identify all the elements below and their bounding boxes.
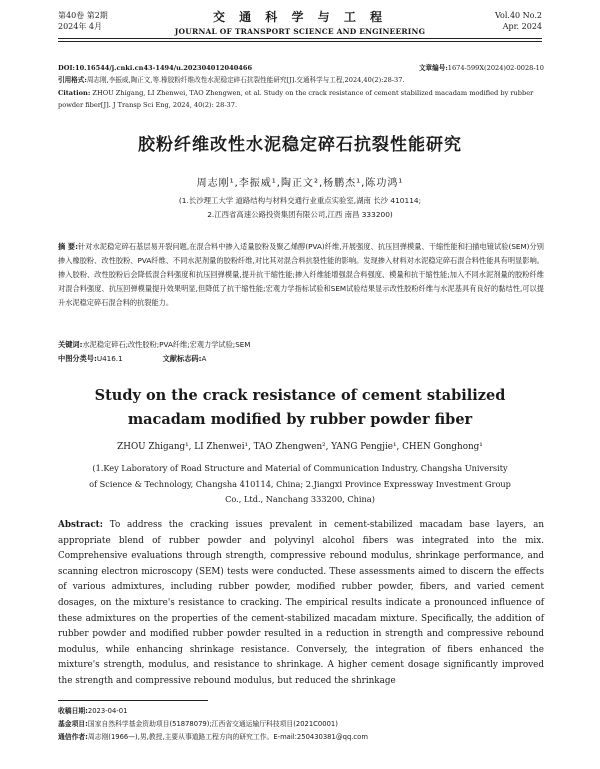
abstract-zh <box>58 240 544 310</box>
volume-zh: 第40卷 第2期 <box>58 11 108 20</box>
authors-en: ZHOU Zhigang¹, LI Zhenwei¹, TAO Zhengwen², YANG Pengjie¹, CHEN Gonghong¹ <box>117 442 483 452</box>
header-center <box>160 8 440 36</box>
date-en: Apr. 2024 <box>502 22 542 31</box>
journal-name-en: JOURNAL OF TRANSPORT SCIENCE AND ENGINEERING <box>174 27 426 36</box>
journal-header <box>0 0 600 64</box>
citation-en: Citation: ZHOU Zhigang, LI Zhenwei, TAO Zhengwen, et al. Study on the crack resistance of cement stabilized macadam modified by rubber powder fiber[J]. J Transp Sci Eng, 2024, 40(2): 28-37. <box>58 89 534 109</box>
corresponding-author: 通信作者:周志刚(1966—),男,教授,主要从事道路工程方向的研究工作。E-mail:250430381@qq.com <box>58 733 368 741</box>
title-zh: 胶粉纤维改性水泥稳定碎石抗裂性能研究 <box>138 135 462 155</box>
header-rule-thin <box>58 41 542 42</box>
header-rule-thick <box>58 38 542 39</box>
affiliations-en: (1.Key Laboratory of Road Structure and Material of Communication Industry, Changsha University of Science & Technology, Changsha 410114, China; 2.Jiangxi Province Expressway Investment Group Co., Ltd., Nanchang 333200, China) <box>89 463 511 504</box>
journal-name-zh: 交 通 科 学 与 工 程 <box>212 10 388 24</box>
affiliations-zh <box>0 194 600 222</box>
abstract-en <box>58 518 544 690</box>
cite-zh: 引用格式:周志刚,李振威,陶正文,等.橡胶粉纤维改性水泥稳定碎石抗裂性能研究[J].交通科学与工程,2024,40(2):28-37. <box>58 76 405 84</box>
header-right <box>495 10 542 32</box>
doc-code: 文献标志码:A <box>162 354 207 363</box>
title-en: Study on the crack resistance of cement stabilized macadam modified by rubber powder fiber <box>94 387 506 428</box>
abstract-en-text: To address the cracking issues prevalent in cement-stabilized macadam base layers, an appropriate blend of rubber powder and polyvinyl alcohol fibers was integrated into the mix. Comprehensive evaluations through strength, compressive rebound modulus, shrinkage performance, and scanning electron microscopy (SEM) tests were conducted. These assessments aimed to discern the effects of various admixtures, including rubber powder, modified rubber powder, fibers, and varied cement dosages, on the mixture's resistance to cracking. The empirical results indicate a pronounced influence of these admixtures on the properties of the cement-stabilized macadam mixture. Specifically, the addition of rubber powder and modified rubber powder resulted in a reduction in strength and compressive rebound modulus, while enhancing shrinkage resistance. Conversely, the integration of fibers enhanced the mixture's strength, modulus, and resistance to shrinkage. A higher cement dosage significantly improved the strength and compressive rebound modulus, but reduced the shrinkage <box>58 520 544 686</box>
abstract-zh-text: 针对水泥稳定碎石基层易开裂问题,在混合料中掺入适量胶粉及聚乙烯醇(PVA)纤维,开展强度、抗压回弹模量、干缩性能和扫描电镜试验(SEM)分别掺入橡胶粉、改性胶粉、PVA纤维、不同水泥剂量的胶粉纤维,对比其对混合料抗裂性能的影响。发现掺入材料对水泥稳定碎石混合料性能具有明显影响。掺入胶粉、改性胶粉后会降低混合料强度和抗压回弹模量,提升抗干缩性能;掺入纤维能增强混合料强度、模量和抗干缩性能;加入不同水泥剂量的胶粉纤维对混合料强度、抗压回弹模量提升效果明显,但降低了抗干缩性能;宏观力学指标试验和SEM试验结果显示改性胶粉纤维与水泥基具有良好的黏结性,可以提升水泥稳定碎石混合料的抗裂能力。 <box>58 242 544 307</box>
volume-en: Vol.40 No.2 <box>495 11 542 20</box>
header-left <box>58 10 108 32</box>
footnotes <box>58 705 544 744</box>
clc-number: 中图分类号:U416.1 <box>58 354 123 363</box>
abstract-zh-label: 摘 要: <box>58 242 78 251</box>
keywords-zh: 关键词:水泥稳定碎石;改性胶粉;PVA纤维;宏观力学试验;SEM <box>58 340 251 349</box>
doi-line <box>58 62 544 74</box>
date-zh: 2024年 4月 <box>58 22 102 31</box>
abstract-en-label: Abstract: <box>58 520 103 530</box>
received-date: 收稿日期:2023-04-01 <box>58 707 128 715</box>
article-number: 文章编号:1674-599X(2024)02-0028-10 <box>418 64 544 72</box>
footnote-rule <box>58 700 208 701</box>
affiliation-zh-2: 2.江西省高速公路投资集团有限公司,江西 南昌 333200) <box>207 210 393 219</box>
classification <box>58 352 544 366</box>
fund-info: 基金项目:国家自然科学基金资助项目(51878079);江西省交通运输厅科技项目(2021C0001) <box>58 720 338 728</box>
affiliation-zh-1: (1.长沙理工大学 道路结构与材料交通行业重点实验室,湖南 长沙 410114; <box>178 196 422 205</box>
authors-zh: 周志刚¹,李振威¹,陶正文²,杨鹏杰¹,陈功鸿¹ <box>196 178 404 189</box>
doi: DOI:10.16544/j.cnki.cn43-1494/u.202304012040466 <box>58 64 253 72</box>
